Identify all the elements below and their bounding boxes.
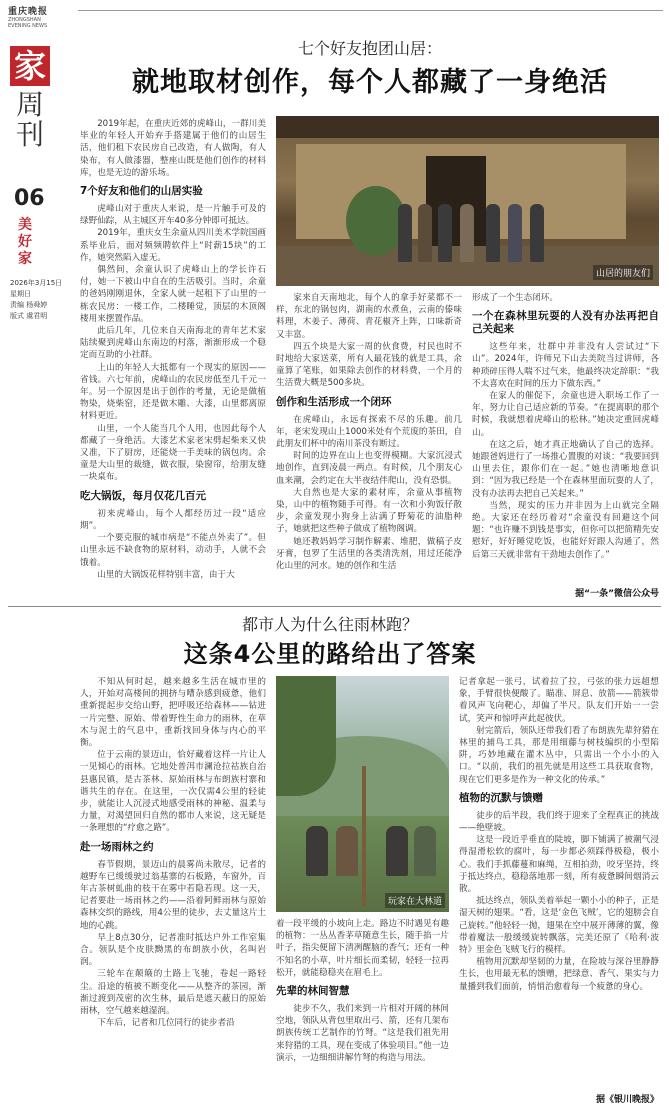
issue-meta — [10, 278, 70, 322]
paragraph: 植物用沉默却坚韧的力量，在险坡与深谷里静静生长，也用最无私的馈赠，把绿意、香气、果实与力量播到我们面前，悄悄治愈着每一个疲惫的身心。 — [459, 957, 659, 992]
paragraph: 2019年起，在重庆近郊的虎峰山，一群川美毕业的年轻人开始弃手搭建属于他们的山居生活，他们租下农民房自己改造，有人做陶，有人染布，有人做漆器，整座山既是他们创作的材料库，也是无边的游乐场。 — [80, 119, 266, 178]
paragraph: 在家人的催促下，余童也进入职场工作了一年，努力让自己适应新的节奏。“在提离职的那个时候，我就想着虎峰山的松林。”她决定重回虎峰山。 — [472, 391, 659, 438]
page-tag: 美好家 — [18, 217, 32, 267]
paragraph: 时间的边界在山上也变得模糊。大家沉浸式地创作，直到凌晨一两点。有时候，几个朋友心血来潮，会约定在大半夜结伴爬山，没有恐惧。 — [276, 451, 462, 486]
paragraph: 山里，一个人能当几个人用，也因此每个人都藏了一身绝活。大漆艺术家老宋劈起柴来又快又准，下了厨房，还能烧一手美味的锅包肉。余童是大山里的裁缝，做衣服，染窗帘，给朋友缝一块桌布。 — [80, 423, 266, 483]
paragraph: 徒步不久，我们来到一片相对开阔的林间空地，领队从背包里取出弓、箭，还有几架布朗族传统工艺制作的竹弩。“这是我们祖先用来狩猎的工具，现在变成了体验项目。”他一边演示，一边细细讲解竹弩的构造与用法。 — [276, 1004, 449, 1063]
section-heading: 创作和生活形成一个闭环 — [276, 395, 392, 408]
paragraph: 初来虎峰山，每个人都经历过一段“适应期”。 — [80, 508, 266, 531]
paragraph: 一个要克服的城市病是“不能点外卖了”。但山里永远不缺食物的原材料，动动手，人就不会饿着。 — [80, 533, 266, 568]
article2-photo-caption: 玩家在大林道 — [385, 893, 445, 908]
meta-weekday: 星期日 — [10, 290, 31, 298]
paragraph: 上山的年轻人大抵都有一个现实的原因——省钱。六七年前，虎峰山的农民房低至几千元一年。另一个原因是出于创作的考量，无论是做植物染，烧柴窑，还是做木雕、大漆，山里都离原材料更近。 — [80, 362, 266, 422]
meta-layout: 版式 虞君明 — [10, 312, 48, 320]
masthead-logo: 重庆晚报 — [8, 7, 49, 17]
article1-column-3 — [472, 292, 659, 582]
paragraph: 下车后，记者和几位同行的徒步者沿 — [97, 1018, 235, 1029]
page-number: 06 — [14, 186, 45, 211]
section-heading: 7个好友和他们的山居实验 — [80, 185, 203, 198]
paragraph: 射完箭后，领队还带我们看了布朗族先辈狩猎在林里的捕鸟工具，那是用细藤与树枝编织的小型陷阱，巧妙地藏在灌木丛中，只需出一个小小的入口。“以前，我们的祖先就是用这些工具获取食物，现在它们更多是作为一种文化的传承。” — [459, 725, 659, 785]
paragraph: 这些年来，壮群中并非没有人尝试过“下山”。2024年，许师兄下山去美院当过讲师，各种琐碎压得人喘不过气来，他最终决定辞职：“我不太喜欢在时间的压力下做东西。” — [472, 342, 659, 389]
paragraph: 春节假期，景迈山的晨雾尚未散尽，记者的越野车已缓缓驶过翁基寨的石板路，车窗外，百年古茶树虬曲的枝干在雾中若隐若现。这一天，记者要赴一场雨林之约——沿着阿鲜雨林与原始森林交织的路线，用4公里的徒步，去丈量这片土地的心跳。 — [80, 859, 266, 931]
paragraph: 虎峰山对于重庆人来说，是一片触手可及的绿野仙踪，从主城区开车40多分钟即可抵达。 — [80, 204, 266, 227]
paragraph: 抵达终点，领队美着举起一颗小小的种子，正是湿天树的翅果。“看，这是‘金色飞贼’，它的翅膀会自己旋转。”他轻轻一抛，翅果在空中展开薄薄的翼，像带着魔法一般缓缓旋转飘落，完美还原了《哈利·波特》里金色飞贼飞行的模样。 — [459, 896, 659, 956]
top-rule — [78, 10, 663, 11]
article1-photo — [276, 116, 659, 286]
paragraph: 不知从何时起，越来越多生活在城市里的人，开始对高楼间的拥挤与嘈杂感到疲惫，他们重新提起步交给山野，把呼吸还给森林——钻进一片完整、原始、带着野性生命力的雨林，在草木与泥土的气息中，重新找回身体与内心的平衡。 — [80, 677, 266, 749]
paragraph: 三轮车在颠簸的土路上飞驰，卷起一路轻尘。沿途的植被不断变化——从整齐的茶园，渐渐过渡到茂密的次生林，最后是遮天蔽日的原始雨林，空气越来越湿润。 — [80, 969, 266, 1017]
paragraph: 2019年，重庆女生余童从四川美术学院国画系毕业后，面对频频聘软件上“时薪15块”的工作，她突然陷入虚无。 — [80, 228, 266, 263]
section-sub: 周刊 — [16, 88, 45, 151]
article1-title: 就地取材创作，每个人都藏了一身绝活 — [132, 67, 608, 98]
section-heading: 植物的沉默与馈赠 — [459, 791, 543, 804]
section-heading: 一个在森林里玩耍的人没有办法再把自己关起来 — [472, 310, 659, 336]
article1-column-1 — [80, 118, 266, 598]
paragraph: 早上8点30分，记者准时抵达户外工作室集合。领队是个皮肤黝黑的布朗族小伙，名叫岩润。 — [80, 932, 266, 968]
paragraph: 山里的大锅饭花样特别丰富，由于大 — [97, 569, 235, 580]
paragraph: 在虎峰山，永远有探索不尽的乐趣。前几年，老宋发现山上1000米处有个荒废的茶田，自此朋友们杯中的南川茶没有断过。 — [276, 414, 462, 450]
article2-column-3 — [459, 676, 659, 1084]
article2-source: 据《银川晚报》 — [595, 1095, 659, 1105]
section-heading: 吃大锅饭，每月仅花几百元 — [80, 489, 206, 502]
section-sidebar — [6, 46, 70, 322]
section-heading: 先辈的林间智慧 — [276, 985, 350, 998]
paragraph: 家来自天南地北，每个人的拿手好菜都不一样，东北的锅包肉，湖南的水煮鱼，云南的傣味料理，木姜子、薄荷、青花椒齐上阵，口味新奇又丰富。 — [276, 293, 462, 340]
meta-editor: 责编 杨舜婷 — [10, 301, 48, 309]
meta-date: 2026年3月15日 — [10, 279, 63, 287]
paragraph: 着一段平缓的小坡向上走。路边不时遇见有趣的植物：一丛丛香茅草随意生长，随手掐一片叶子，指尖便留下清冽醒脑的香气；还有一种不知名的小草，叶片细长而柔韧，轻轻一拉再松开，就能稳稳夹在眉毛上。 — [276, 919, 449, 978]
paragraph: 形成了一个生态闭环。 — [472, 293, 558, 303]
article1-column-2 — [276, 292, 462, 600]
section-heading: 赴一场雨林之约 — [80, 840, 154, 853]
paragraph: 位于云南的景迈山，恰好藏着这样一片让人一见倾心的雨林。它地处普洱市澜沧拉祜族自治县惠民镇，是古茶林、原始雨林与布朗族村寨和谐共生的存在。在这里，一次仅需4公里的轻徒步，就能让人沉浸式地感受雨林的神秘、温柔与力量，对渴望回归自然的都市人来说，这无疑是一条理想的“疗愈之路”。 — [80, 750, 266, 834]
article2-column-2 — [276, 918, 449, 1106]
section-box: 家 — [10, 46, 50, 86]
paragraph: 大自然也是大家的素材库，余童从事植物染，山中的植物随手可得。有一次和小狗饭仔散步，余童发现小狗身上沾满了野菊花的油脂种子，她就把这些种子做成了植物阁调。 — [276, 487, 462, 535]
paragraph: 偶然间，余童认识了虎峰山上的学长许石付，她一下被山中自在的生活吸引。当时，余童的爸妈刚刚退休，全家人就一起租下了山里的一栋农民房：一楼工作，二楼睡觉，顶层的木顶阁楼用来摆置作品。 — [80, 265, 266, 324]
paragraph: 她还教妈妈学习制作解素、堆肥，做稿子皮牙膏，包罗了生活里的各类清洗剂，用过还能净化山里的河水。她的创作和生活 — [276, 536, 462, 572]
paragraph: 当然，现实的压力并非因为上山就完全隔绝。大家还在经历着对“余童没有回避这个问题：“也许赚不到钱是事实，但你可以把简精先安慰好，好好睡觉吃饭，也能好好跟人沟通了，然后第三天就非常有干劲地去创作了。” — [472, 500, 659, 560]
masthead-en-2: EVENING NEWS — [8, 23, 48, 29]
article2-subtitle: 都市人为什么往雨林跑？ — [241, 615, 418, 634]
masthead-en-1: ZHONGSHAN — [8, 17, 41, 23]
article1-subtitle: 七个好友抱团山居： — [297, 39, 442, 58]
article2-photo — [276, 676, 449, 912]
masthead — [8, 4, 78, 38]
paragraph: 四五个块是大家一周的伙食费，村民也时不时地给大家送菜，所有人最花钱的就是工具，余童算了笔账，如果除去创作的材料费，一个月的生活费大概是500多块。 — [276, 341, 462, 389]
article-divider — [8, 606, 661, 607]
article2-column-1 — [80, 676, 266, 1106]
paragraph: 徒步的后半段，我们终于迎来了全程真正的挑战——绝壁坡。 — [459, 810, 659, 834]
paragraph: 这是一段近乎垂直的陡坡，脚下铺满了被潮气浸得湿滑松软的腐叶，每一步都必须踩得极稳，极小心。我们手抓藤蔓和麻绳，互相拍劲，咬牙坚持，终于抵达终点，稳稳落地那一刻，所有疲惫瞬间烟消云散。 — [459, 835, 659, 895]
paragraph: 记者拿起一张弓，试着拉了拉，弓弦的张力远超想象，手臂很快便酸了。瞄准、屏息、放箭——箭簇带着风声飞向靶心，却偏了半尺。队友们开始一一尝试，笑声和惊呼声此起彼伏。 — [459, 677, 659, 724]
paragraph: 在这之后，她才真正地确认了自己的选择。她跟爸妈进行了一场推心置腹的对谈：“我要回到山里去住，跟你们在一起。”她也清晰地意识到：“因为我已经是一个在森林里面玩耍的人了，没有办法再去把自己关起来。” — [472, 439, 659, 499]
article1-photo-caption: 山居的朋友们 — [593, 265, 653, 280]
article1-source: 据“一条”微信公众号 — [575, 589, 659, 599]
article2-title: 这条4公里的路给出了答案 — [183, 640, 477, 668]
paragraph: 此后几年，几位来自天南海北的青年艺术家陆续聚到虎峰山东南边的村落，渐渐形成一个稳定而互助的小社群。 — [80, 326, 266, 361]
